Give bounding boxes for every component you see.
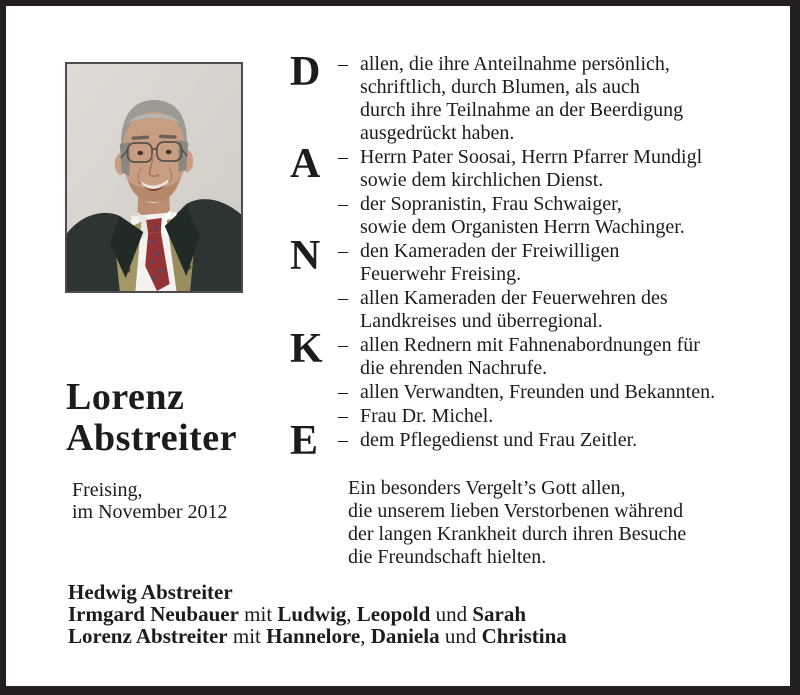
portrait-illustration	[67, 64, 241, 291]
closing-line: die Freundschaft hielten.	[348, 546, 547, 568]
mourner-row	[68, 581, 567, 603]
thanks-item	[338, 381, 788, 404]
danke-letter-e: E	[290, 418, 319, 464]
thanks-line: ausgedrückt haben.	[360, 122, 515, 144]
thanks-line: durch ihre Teilnahme an der Beerdigung	[360, 99, 684, 121]
thanks-line: – allen Verwandten, Freunden und Bekannten.	[338, 381, 716, 403]
dash-marker: –	[338, 287, 348, 309]
thanks-line: schriftlich, durch Blumen, als auch	[360, 76, 640, 98]
mourner-name-segment: Sarah	[472, 602, 527, 626]
deceased-name	[66, 377, 237, 459]
thanks-line: – allen, die ihre Anteilnahme persönlich,	[338, 53, 670, 75]
dash-marker: –	[338, 405, 348, 427]
danke-letter-d: D	[290, 49, 321, 95]
mourner-name-segment: Irmgard Neubauer	[68, 602, 239, 626]
closing-line: der langen Krankheit durch ihren Besuche	[348, 523, 687, 545]
thanks-list	[338, 53, 788, 453]
dash-marker: –	[338, 53, 348, 75]
deceased-last-name: Abstreiter	[66, 417, 238, 459]
thanks-item	[338, 287, 788, 333]
thanks-line: sowie dem Organisten Herrn Wachinger.	[360, 216, 685, 238]
thanks-line: sowie dem kirchlichen Dienst.	[360, 169, 604, 191]
thanks-line: – Herrn Pater Soosai, Herrn Pfarrer Mundigl	[338, 146, 703, 168]
thanks-item	[338, 146, 788, 192]
thanks-line: – der Sopranistin, Frau Schwaiger,	[338, 193, 622, 215]
mourner-name-segment: und	[439, 624, 482, 648]
thanks-line: – den Kameraden der Freiwilligen	[338, 240, 620, 262]
deceased-first-name: Lorenz	[66, 376, 185, 418]
closing-paragraph	[348, 477, 686, 569]
dash-marker: –	[338, 146, 348, 168]
place-date-line: im November 2012	[72, 501, 228, 523]
mourner-name-segment: mit	[238, 602, 278, 626]
thanks-line: Landkreises und überregional.	[360, 310, 603, 332]
mourner-name-segment: Daniela	[370, 624, 440, 648]
thanks-line: – Frau Dr. Michel.	[338, 405, 494, 427]
thanks-line: Feuerwehr Freising.	[360, 263, 522, 285]
danke-letter-k: K	[290, 326, 323, 372]
dash-marker: –	[338, 334, 348, 356]
place-date	[72, 479, 228, 523]
mourner-name-segment: Ludwig	[277, 602, 347, 626]
danke-letter-a: A	[290, 141, 321, 187]
mourner-name-segment: Lorenz Abstreiter	[68, 624, 228, 648]
thanks-line: die ehrenden Nachrufe.	[360, 357, 548, 379]
thanks-line: – dem Pflegedienst und Frau Zeitler.	[338, 429, 638, 451]
dash-marker: –	[338, 381, 348, 403]
thanks-item	[338, 193, 788, 239]
thanks-line: – allen Kameraden der Feuerwehren des	[338, 287, 668, 309]
dash-marker: –	[338, 193, 348, 215]
thanks-item	[338, 429, 788, 452]
closing-line: die unserem lieben Verstorbenen während	[348, 500, 684, 522]
mourner-name-segment: mit	[227, 624, 267, 648]
mourner-name-segment: Leopold	[356, 602, 431, 626]
mourner-name-segment: Hannelore	[266, 624, 361, 648]
mourner-name-segment: ,	[360, 624, 371, 648]
dash-marker: –	[338, 240, 348, 262]
thanks-item	[338, 240, 788, 286]
thanks-item	[338, 334, 788, 380]
mourner-name-segment: ,	[346, 602, 357, 626]
dash-marker: –	[338, 429, 348, 451]
mourners-list	[68, 581, 567, 647]
mourner-row	[68, 625, 567, 647]
mourner-name-segment: Christina	[481, 624, 567, 648]
place-date-line: Freising,	[72, 479, 143, 501]
mourner-name-segment: und	[430, 602, 473, 626]
portrait-photo	[65, 62, 243, 293]
mourner-row	[68, 603, 567, 625]
thanks-item	[338, 405, 788, 428]
mourner-name-segment: Hedwig Abstreiter	[68, 580, 233, 604]
closing-line: Ein besonders Vergelt’s Gott allen,	[348, 477, 626, 499]
thanks-line: – allen Rednern mit Fahnenabordnungen für	[338, 334, 700, 356]
thanks-item	[338, 53, 788, 145]
danke-letter-n: N	[290, 233, 321, 279]
